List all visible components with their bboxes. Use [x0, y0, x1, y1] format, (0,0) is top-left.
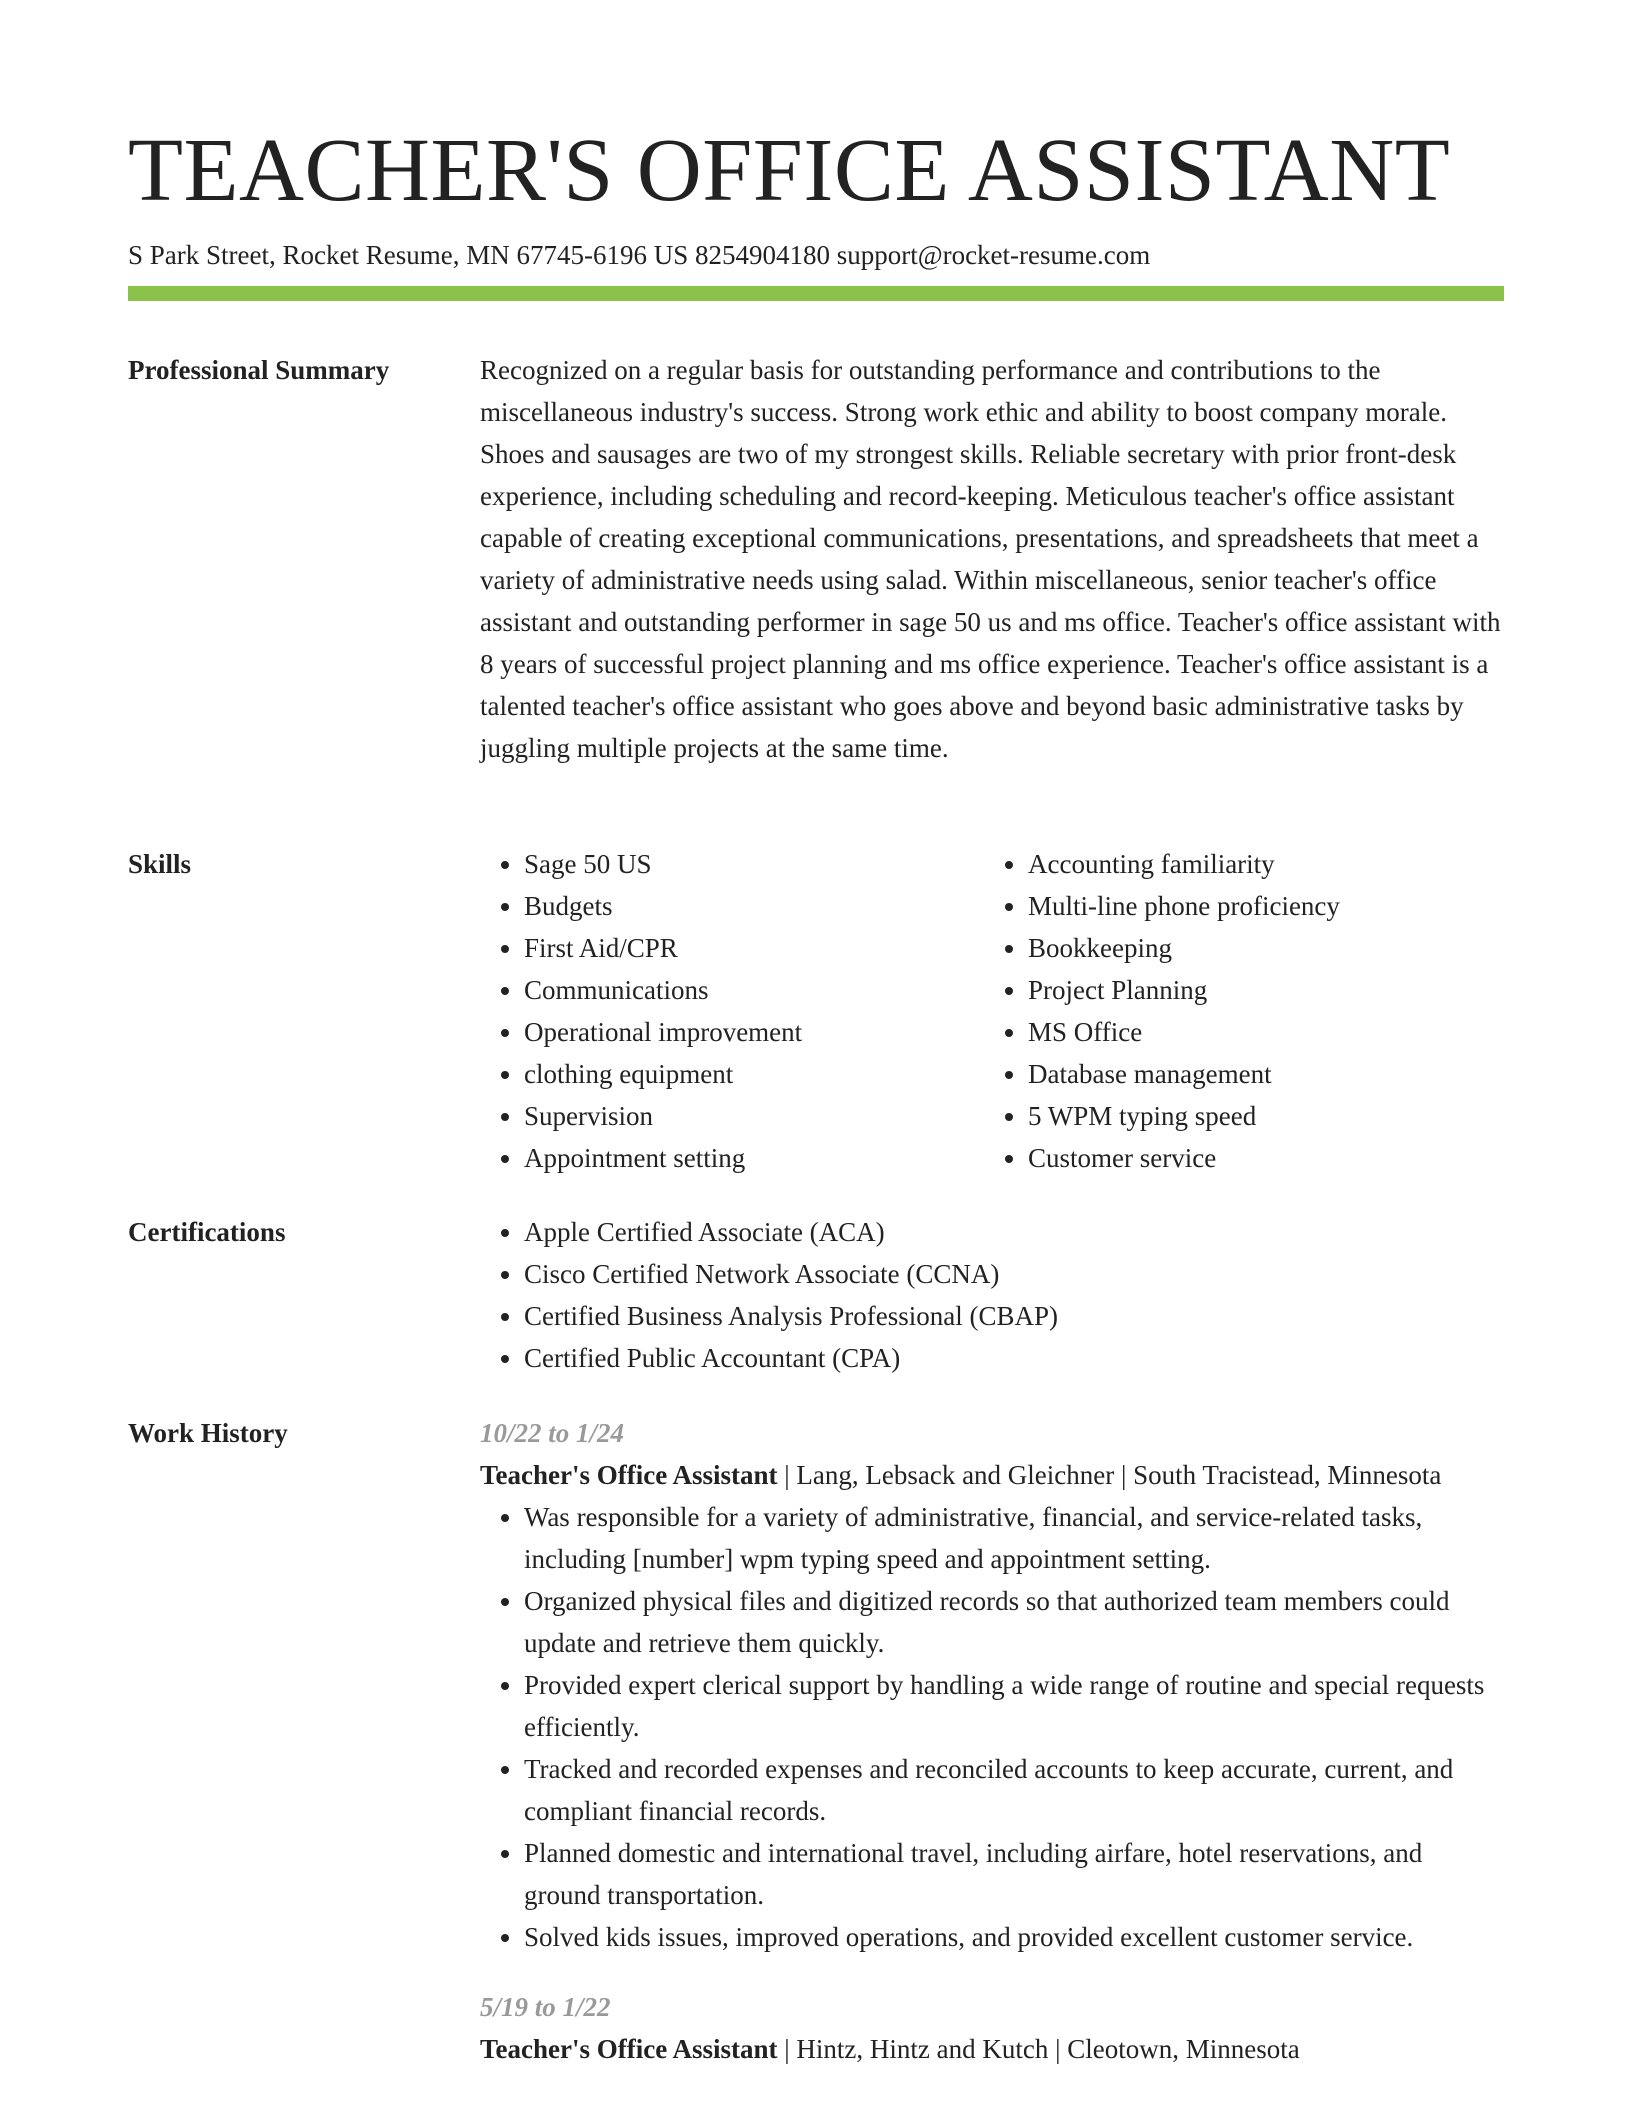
- skill-item: • Project Planning: [1028, 969, 1488, 1011]
- skill-item: • Supervision: [524, 1095, 984, 1137]
- candidate-name: TEACHER'S OFFICE ASSISTANT: [128, 121, 1451, 220]
- job-dates: 10/22 to 1/24: [480, 1418, 625, 1448]
- skill-item: • Operational improvement: [524, 1011, 984, 1053]
- job-employer-location: | Lang, Lebsack and Gleichner | South Tracistead, Minnesota: [777, 1460, 1442, 1490]
- certification-item: • Certified Business Analysis Professional (CBAP): [524, 1295, 1504, 1337]
- section-label-work-history: Work History: [128, 1418, 288, 1448]
- certification-item: • Cisco Certified Network Associate (CCNA): [524, 1253, 1504, 1295]
- skill-item: • MS Office: [1028, 1011, 1488, 1053]
- job-entry: [480, 1986, 1504, 2070]
- responsibility-item: • Provided expert clerical support by handling a wide range of routine and special requests efficiently.: [524, 1664, 1504, 1748]
- skill-item: • Accounting familiarity: [1028, 843, 1488, 885]
- responsibility-item: • Was responsible for a variety of administrative, financial, and service-related tasks, including [number] wpm typing speed and appointment setting.: [524, 1496, 1504, 1580]
- job-dates: 5/19 to 1/22: [480, 1992, 611, 2022]
- skill-item: • Multi-line phone proficiency: [1028, 885, 1488, 927]
- certifications-list: [480, 1211, 1504, 1379]
- job-title: Teacher's Office Assistant: [480, 2034, 778, 2064]
- section-label-summary: Professional Summary: [128, 355, 390, 385]
- skill-item: • First Aid/CPR: [524, 927, 984, 969]
- skill-item: • Sage 50 US: [524, 843, 984, 885]
- responsibility-item: • Organized physical files and digitized records so that authorized team members could update and retrieve them quickly.: [524, 1580, 1504, 1664]
- responsibility-item: • Planned domestic and international travel, including airfare, hotel reservations, and ground transportation.: [524, 1832, 1504, 1916]
- responsibility-item: • Solved kids issues, improved operations, and provided excellent customer service.: [524, 1916, 1504, 1958]
- job-heading: [480, 2028, 1504, 2070]
- summary-body: [480, 349, 1504, 769]
- contact-line: S Park Street, Rocket Resume, MN 67745-6196 US 8254904180 support@rocket-resume.com: [128, 240, 1151, 270]
- skill-item: • Bookkeeping: [1028, 927, 1488, 969]
- certification-item: • Certified Public Accountant (CPA): [524, 1337, 1504, 1379]
- resume-header: [128, 118, 1504, 272]
- skill-item: • clothing equipment: [524, 1053, 984, 1095]
- skills-column-right: [984, 843, 1488, 1179]
- skill-item: • Budgets: [524, 885, 984, 927]
- certifications-body: [480, 1211, 1504, 1379]
- job-employer-location: | Hintz, Hintz and Kutch | Cleotown, Minnesota: [777, 2034, 1300, 2064]
- job-entry: [480, 1412, 1504, 1958]
- work-history-body: [480, 1412, 1504, 2070]
- skill-item: • Communications: [524, 969, 984, 1011]
- job-responsibilities: [480, 1496, 1504, 1958]
- skills-body: [480, 843, 1504, 1179]
- skill-item: • Database management: [1028, 1053, 1488, 1095]
- skills-grid: [480, 843, 1504, 1179]
- skill-item: • Appointment setting: [524, 1137, 984, 1179]
- job-title: Teacher's Office Assistant: [480, 1460, 778, 1490]
- skill-item: • Customer service: [1028, 1137, 1488, 1179]
- header-divider: [128, 286, 1504, 301]
- skills-column-left: [480, 843, 984, 1179]
- skills-list-right: [984, 843, 1488, 1179]
- section-label-skills: Skills: [128, 849, 192, 879]
- responsibility-item: • Tracked and recorded expenses and reconciled accounts to keep accurate, current, and compliant financial records.: [524, 1748, 1504, 1832]
- section-label-certifications: Certifications: [128, 1217, 286, 1247]
- skills-list-left: [480, 843, 984, 1179]
- summary-text: Recognized on a regular basis for outstanding performance and contributions to the miscellaneous industry's success. Strong work ethic and ability to boost company morale. Shoes and sausages are two of my strongest skills. Reliable secretary with prior front-desk experience, including scheduling and record-keeping. Meticulous teacher's office assistant capable of creating exceptional communications, presentations, and spreadsheets that meet a variety of administrative needs using salad. Within miscellaneous, senior teacher's office assistant and outstanding performer in sage 50 us and ms office. Teacher's office assistant with 8 years of successful project planning and ms office experience. Teacher's office assistant is a talented teacher's office assistant who goes above and beyond basic administrative tasks by juggling multiple projects at the same time.: [480, 355, 1501, 763]
- certification-item: • Apple Certified Associate (ACA): [524, 1211, 1504, 1253]
- skill-item: • 5 WPM typing speed: [1028, 1095, 1488, 1137]
- job-heading: [480, 1454, 1504, 1496]
